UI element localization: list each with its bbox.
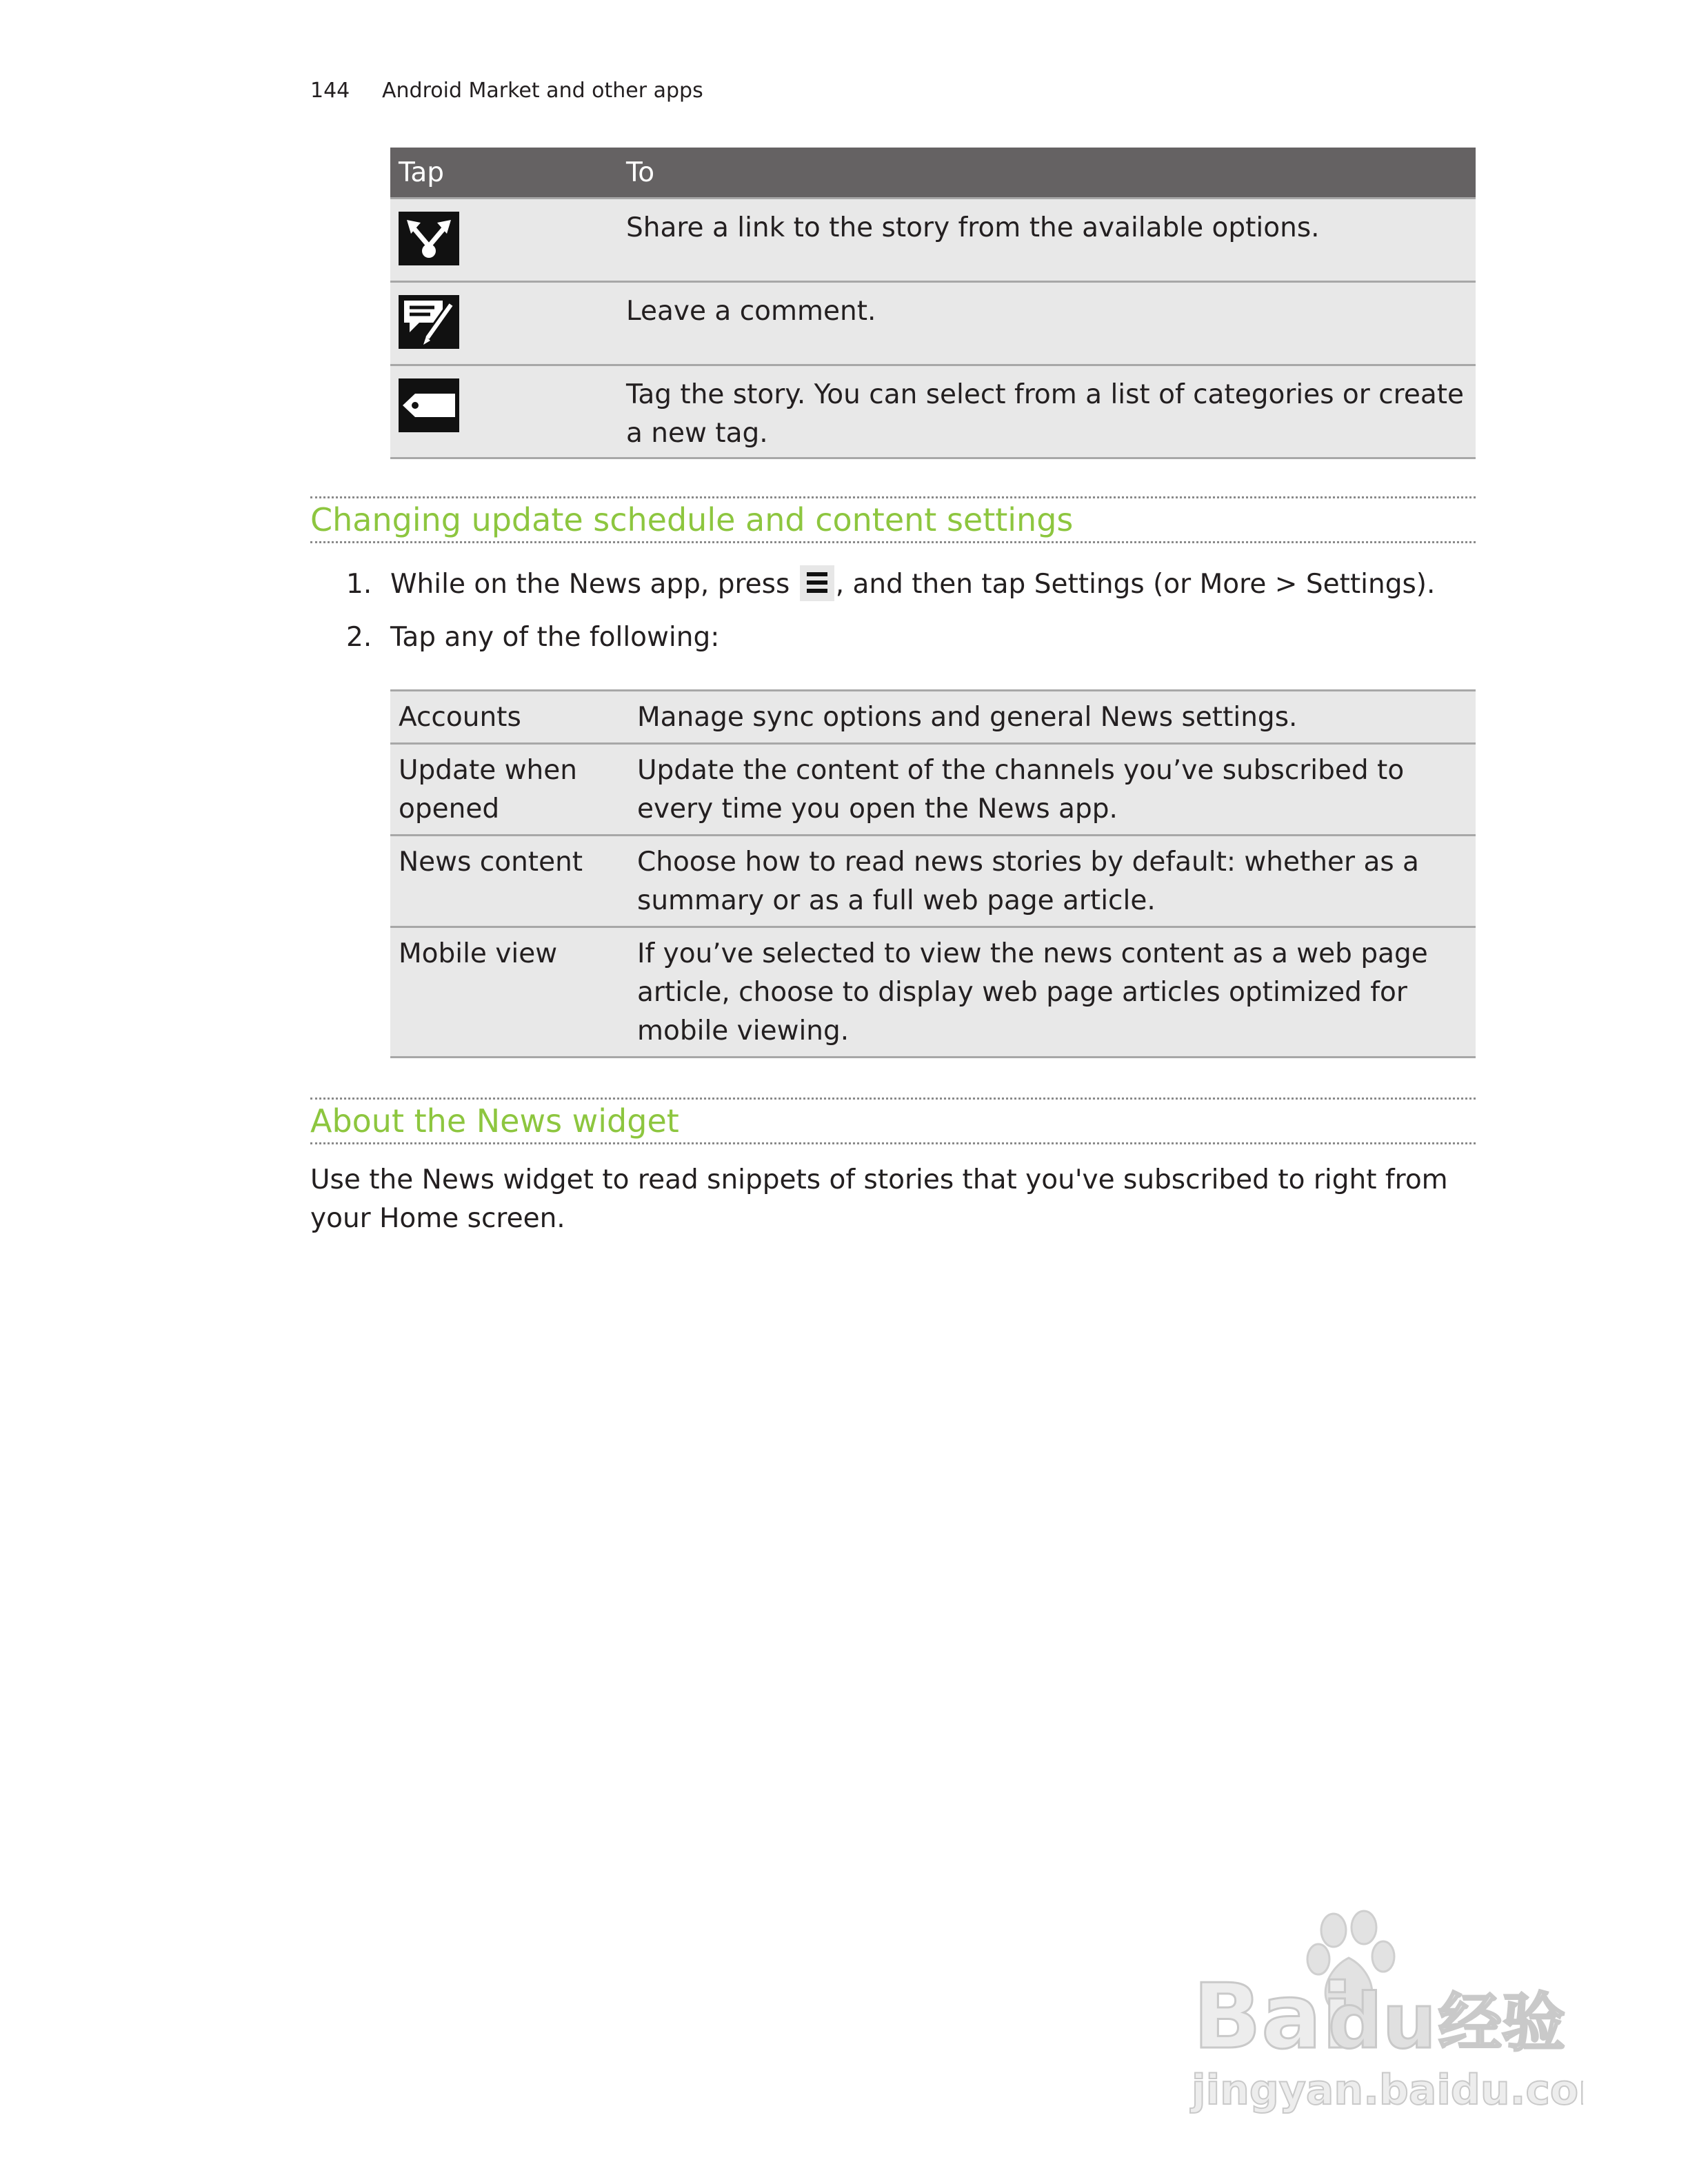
table-cell-description: Leave a comment. [618,282,1476,365]
column-header-tap: Tap [390,148,618,199]
svg-text:经验: 经验 [1438,1986,1566,2060]
table-row [390,927,1476,1058]
step-2 [310,622,719,653]
settings-table [390,689,1476,1058]
table-row [390,691,1476,744]
table-row [390,744,1476,836]
settings-label: Settings [1034,569,1145,600]
tag-icon [399,378,459,432]
step-1 [310,565,1435,601]
setting-name: News content [390,836,629,927]
table-cell-icon [390,282,618,365]
table-row [390,199,1476,282]
baidu-watermark [1183,1910,1583,2116]
comment-icon [399,295,459,349]
step-text: (or [1153,569,1192,600]
chapter-title: Android Market and other apps [382,79,703,103]
step-number: 2. [346,622,372,653]
baidu-logo-icon [1183,1910,1583,2116]
table-header-row [390,148,1476,199]
step-number: 1. [346,569,372,600]
svg-text:Bai: Bai [1193,1964,1353,2069]
step-text: , and then tap [835,569,1026,600]
setting-description: Manage sync options and general News settings. [629,691,1476,744]
arrow: > [1274,569,1298,600]
table-row [390,365,1476,458]
setting-name: Update when opened [390,744,629,836]
setting-description: If you’ve selected to view the news content as a web page article, choose to display web page articles optimized for mobile viewing. [629,927,1476,1058]
setting-description: Choose how to read news stories by default: whether as a summary or as a full web page article. [629,836,1476,927]
svg-text:jingyan.baidu.com: jingyan.baidu.com [1192,2066,1583,2114]
menu-icon [800,565,834,601]
setting-name: Mobile view [390,927,629,1058]
tap-table [390,148,1476,459]
page-number: 144 [310,79,350,103]
widget-description: Use the News widget to read snippets of stories that you've subscribed to right from your Home screen. [310,1164,1448,1234]
setting-name: Accounts [390,691,629,744]
setting-description: Update the content of the channels you’ve subscribed to every time you open the News app. [629,744,1476,836]
table-row [390,836,1476,927]
svg-text:du: du [1328,1977,1437,2065]
more-label: More [1199,569,1267,600]
step-text: While on the News app, press [390,569,790,600]
table-cell-icon [390,365,618,458]
table-row [390,282,1476,365]
section-heading-update-settings: Changing update schedule and content settings [310,496,1476,543]
settings-label: Settings [1305,569,1416,600]
column-header-to: To [618,148,1476,199]
page-header [310,79,703,103]
share-icon [399,212,459,265]
step-text: ). [1416,569,1436,600]
step-text: Tap any of the following: [390,622,720,653]
table-cell-description: Share a link to the story from the available options. [618,199,1476,282]
section-heading-news-widget: About the News widget [310,1098,1476,1144]
table-cell-description: Tag the story. You can select from a list of categories or create a new tag. [618,365,1476,458]
table-cell-icon [390,199,618,282]
